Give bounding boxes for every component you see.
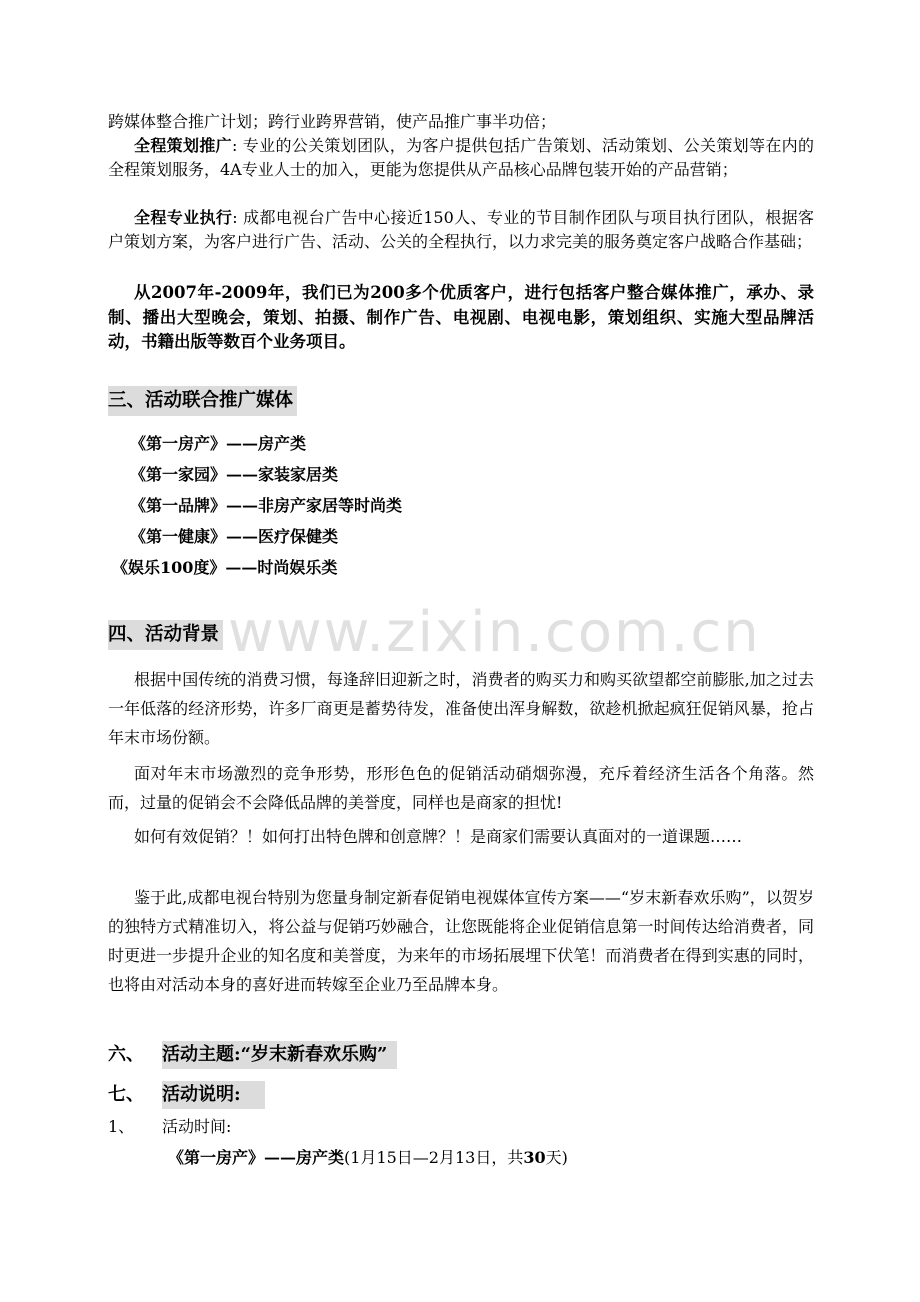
execution-text: : 成都电视台广告中心接近150人、专业的节目制作团队与项目执行团队，根据客户策划方案，为客户进行广告、活动、公关的全程执行，以力求完美的服务奠定客户战略合作基础； — [108, 208, 814, 251]
schedule-line — [168, 1146, 568, 1170]
planning-lead: 全程策划推广 — [134, 136, 232, 155]
intro-line-1: 跨媒体整合推广计划；跨行业跨界营销，使产品推广事半功倍； — [108, 112, 557, 131]
schedule-range: (1月15日—2月13日，共 — [344, 1148, 524, 1167]
schedule-program: 《第一房产》——房产类 — [168, 1148, 345, 1167]
section7-number: 七、 — [108, 1084, 144, 1105]
media-item: 《第一健康》——医疗保健类 — [130, 527, 339, 546]
item1-number: 1、 — [108, 1117, 135, 1136]
schedule-close: 天) — [545, 1148, 568, 1167]
item1-label: 活动时间: — [162, 1117, 232, 1136]
section6-label: 活动主题:“岁末新春欢乐购” — [162, 1041, 397, 1069]
background-paragraph-2: 面对年末市场激烈的竞争形势，形形色色的促销活动硝烟弥漫，充斥着经济生活各个角落。然而，过量的促销会不会降低品牌的美誉度，同样也是商家的担忧! — [108, 764, 814, 812]
media-item: 《第一家园》——家装家居类 — [130, 465, 339, 484]
execution-paragraph — [108, 206, 814, 254]
planning-text: : 专业的公关策划团队，为客户提供包括广告策划、活动策划、公关策划等在内的全程策划服务，4A专业人士的加入，更能为您提供从产品核心品牌包装开始的产品营销； — [108, 136, 814, 179]
background-paragraph-3: 如何有效促销？！如何打出特色牌和创意牌？！是商家们需要认真面对的一道课题…… — [134, 827, 743, 846]
background-paragraph-4: 鉴于此,成都电视台特别为您量身制定新春促销电视媒体宣传方案——“岁末新春欢乐购”，以贺岁的独特方式精准切入，将公益与促销巧妙融合，让您既能将企业促销信息第一时间传达给消费者，同时更进一步提升企业的知名度和美誉度，为来年的市场拓展埋下伏笔！而消费者在得到实惠的同时，也将由对活动本身的喜好进而转嫁至企业乃至品牌本身。 — [108, 888, 814, 994]
media-item: 《娱乐100度》——时尚娱乐类 — [112, 558, 338, 577]
watermark: www.zixin.com.cn — [228, 600, 761, 665]
background-paragraph-1: 根据中国传统的消费习惯，每逢辞旧迎新之时，消费者的购买力和购买欲望都空前膨胀,加之过去一年低落的经济形势，许多厂商更是蓄势待发，准备使出浑身解数，欲趁机掀起疯狂促销风暴，抢占年末市场份额。 — [108, 670, 814, 747]
execution-lead: 全程专业执行 — [134, 208, 233, 227]
section4-heading: 四、活动背景 — [108, 620, 223, 650]
section3-heading: 三、活动联合推广媒体 — [108, 386, 297, 416]
section7-label: 活动说明: — [162, 1081, 265, 1109]
schedule-days: 30 — [523, 1148, 546, 1167]
section6-number: 六、 — [108, 1044, 144, 1065]
media-item: 《第一房产》——房产类 — [130, 434, 307, 453]
media-item: 《第一品牌》——非房产家居等时尚类 — [130, 496, 403, 515]
clients-paragraph: 从2007年-2009年，我们已为200多个优质客户，进行包括客户整合媒体推广，承办、录制、播出大型晚会，策划、拍摄、制作广告、电视剧、电视电影，策划组织、实施大型品牌活动，书籍出版等数百个业务项目。 — [108, 283, 814, 351]
planning-paragraph — [108, 134, 814, 182]
